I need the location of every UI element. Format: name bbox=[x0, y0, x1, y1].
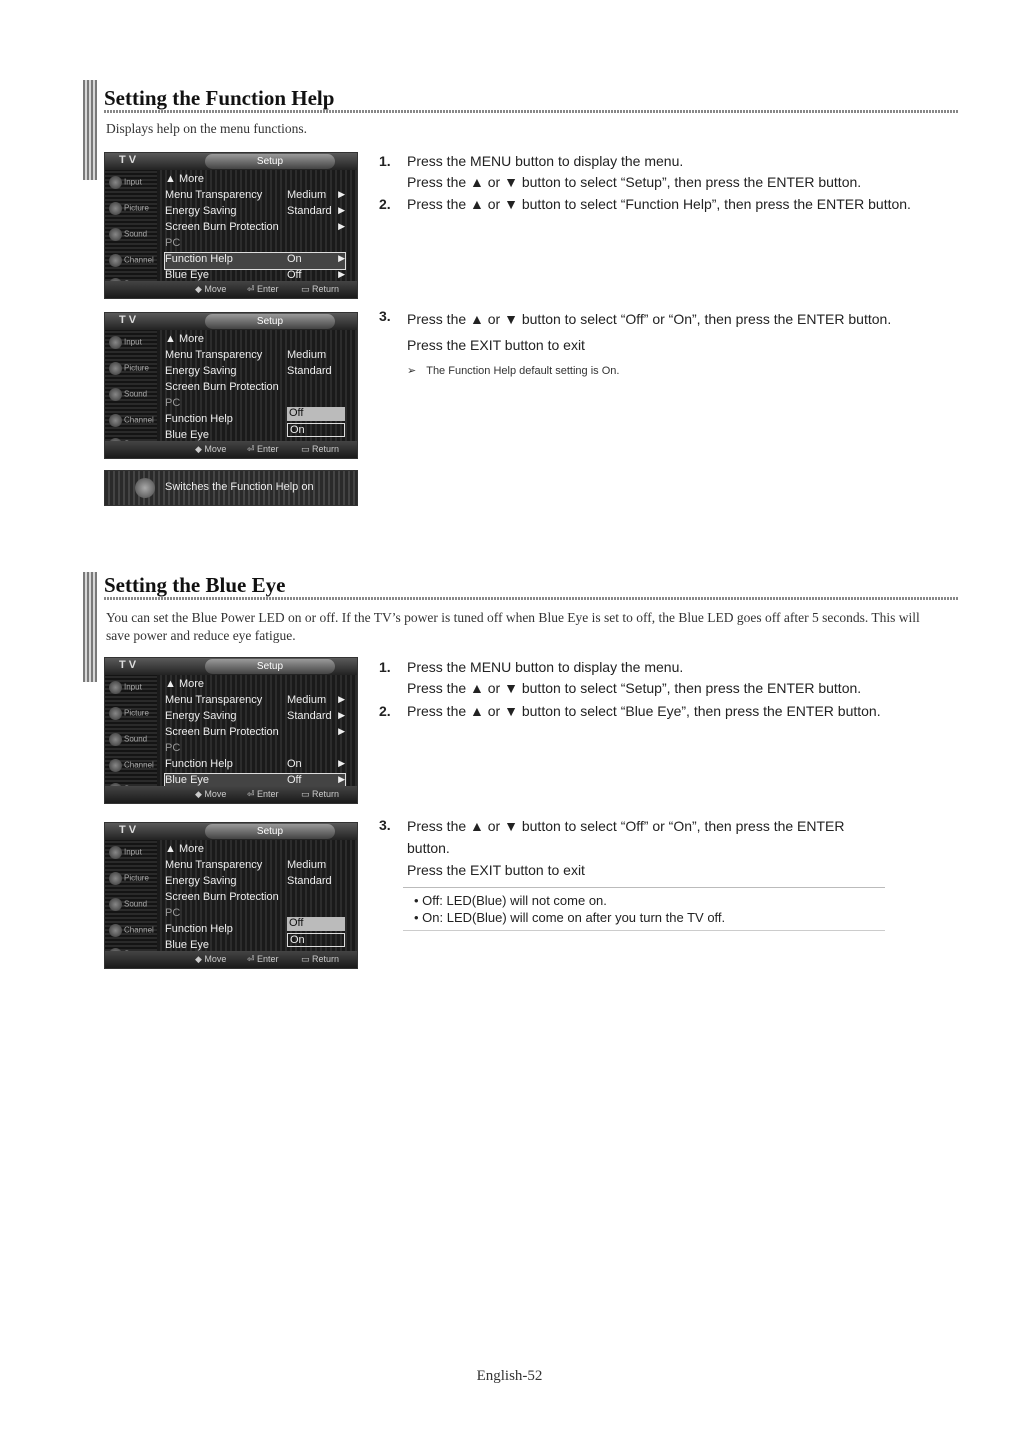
input-icon bbox=[109, 336, 122, 349]
section-marker bbox=[83, 80, 97, 180]
sound-icon bbox=[109, 228, 122, 241]
sidebar-item-channel: Channel bbox=[109, 254, 155, 276]
menu-title: Setup bbox=[205, 154, 335, 169]
step-2-text: Press the ▲ or ▼ button to select “Function Help”, then press the ENTER button. bbox=[407, 196, 911, 212]
step-2-text: Press the ▲ or ▼ button to select “Blue Eye”, then press the ENTER button. bbox=[407, 703, 881, 719]
section-description: You can set the Blue Power LED on or off. If the TV’s power is tuned off when Blue Eye is set to off, the Blue LED goes off after 5 seconds. This will save power and reduce eye fatigue. bbox=[106, 610, 920, 643]
step-1-text: Press the MENU button to display the menu. Press the ▲ or ▼ button to select “Setup”, then press the ENTER button. bbox=[407, 153, 862, 190]
input-icon bbox=[109, 846, 122, 859]
input-icon bbox=[109, 176, 122, 189]
sound-icon bbox=[109, 898, 122, 911]
menu-row-more: ▲ More bbox=[165, 173, 205, 185]
help-banner-text: Switches the Function Help on bbox=[165, 481, 314, 493]
menu-screen-function-help: T V Setup Input Picture Sound Channel ▲ More Menu Transparency Medium Energy Saving Standard Screen Burn Protection PC Function Help Blue Eye Off On ◆ Move ⏎ Enter ▭ Return bbox=[104, 312, 358, 459]
step-3-text: Press the ▲ or ▼ button to select “Off” or “On”, then press the ENTER button. Press the EXIT button to exit bbox=[407, 818, 845, 878]
step-3: 3. Press the ▲ or ▼ button to select “Off” or “On”, then press the ENTER button. Press the EXIT button to exit bbox=[379, 815, 939, 885]
menu-row-blue-eye: Blue Eye Off ▶ bbox=[165, 269, 345, 281]
channel-icon bbox=[109, 254, 122, 267]
help-banner bbox=[104, 470, 358, 506]
step-3: 3. Press the ▲ or ▼ button to select “Off” or “On”, then press the ENTER button. Press the EXIT button to exit bbox=[379, 306, 939, 356]
sidebar-item-sound: Sound bbox=[109, 228, 155, 250]
step-3-text: Press the ▲ or ▼ button to select “Off” or “On”, then press the ENTER button. Press the EXIT button to exit bbox=[407, 311, 892, 353]
channel-icon bbox=[109, 924, 122, 937]
section-rule bbox=[104, 110, 959, 113]
tv-label: T V bbox=[119, 154, 137, 166]
note-arrow-icon: ➢ bbox=[407, 365, 417, 377]
option-off-description: • Off: LED(Blue) will not come on. bbox=[414, 893, 607, 908]
sidebar-item-picture: Picture bbox=[109, 202, 155, 224]
sidebar-item-input: Input bbox=[109, 176, 155, 198]
picture-icon bbox=[109, 707, 122, 720]
section-marker bbox=[83, 572, 97, 682]
channel-icon bbox=[109, 759, 122, 772]
option-on: On bbox=[287, 423, 345, 437]
menu-row-screen-burn: Screen Burn Protection ▶ bbox=[165, 221, 345, 233]
step-2: 2. Press the ▲ or ▼ button to select “Function Help”, then press the ENTER button. bbox=[379, 194, 939, 238]
sound-icon bbox=[109, 733, 122, 746]
section-description: Displays help on the menu functions. bbox=[106, 121, 307, 136]
menu-screen-setup: T V Setup Input Picture Sound Channel ▲ More Menu Transparency Medium ▶ Energy Saving Standard ▶ Screen Burn Protection ▶ PC Function Help On ▶ Blue Eye Off ▶ ◆ Move ⏎ Enter ▭ Return bbox=[104, 657, 358, 804]
help-icon bbox=[135, 478, 155, 498]
menu-row-pc: PC bbox=[165, 237, 181, 249]
section-rule bbox=[104, 597, 959, 600]
sound-icon bbox=[109, 388, 122, 401]
input-icon bbox=[109, 681, 122, 694]
channel-icon bbox=[109, 414, 122, 427]
step-1: 1. Press the MENU button to display the menu. Press the ▲ or ▼ button to select “Setup”, then press the ENTER button. bbox=[379, 657, 939, 701]
menu-row-transparency: Menu Transparency Medium ▶ bbox=[165, 189, 345, 201]
option-on-description: • On: LED(Blue) will come on after you turn the TV off. bbox=[414, 910, 726, 925]
blue-eye-options bbox=[403, 887, 885, 931]
menu-screen-blue-eye: T V Setup Input Picture Sound Channel ▲ More Menu Transparency Medium Energy Saving Standard Screen Burn Protection PC Function Help Blue Eye Off On ◆ Move ⏎ Enter ▭ Return bbox=[104, 822, 358, 969]
step-1: 1. Press the MENU button to display the menu. Press the ▲ or ▼ button to select “Setup”, then press the ENTER button. bbox=[379, 151, 939, 195]
option-off: Off bbox=[287, 407, 345, 421]
picture-icon bbox=[109, 202, 122, 215]
page-number: English-52 bbox=[476, 1368, 543, 1384]
menu-screen-setup: T V Setup Input Picture Sound Channel ▲ More Menu Transparency Medium ▶ Energy Saving Standard ▶ Screen Burn Protection ▶ PC Function Help On ▶ Blue Eye Off ▶ ◆ Move ⏎ Enter ▭ Return bbox=[104, 152, 358, 299]
menu-row-energy: Energy Saving Standard ▶ bbox=[165, 205, 345, 217]
step-2: 2. Press the ▲ or ▼ button to select “Blue Eye”, then press the ENTER button. bbox=[379, 701, 939, 725]
section-title: Setting the Blue Eye bbox=[104, 573, 286, 597]
note: ➢ The Function Help default setting is On. bbox=[407, 365, 620, 377]
step-1-text: Press the MENU button to display the menu. Press the ▲ or ▼ button to select “Setup”, then press the ENTER button. bbox=[407, 659, 862, 696]
menu-row-function-help: Function Help On ▶ bbox=[165, 253, 345, 269]
picture-icon bbox=[109, 362, 122, 375]
section-title: Setting the Function Help bbox=[104, 86, 335, 110]
picture-icon bbox=[109, 872, 122, 885]
